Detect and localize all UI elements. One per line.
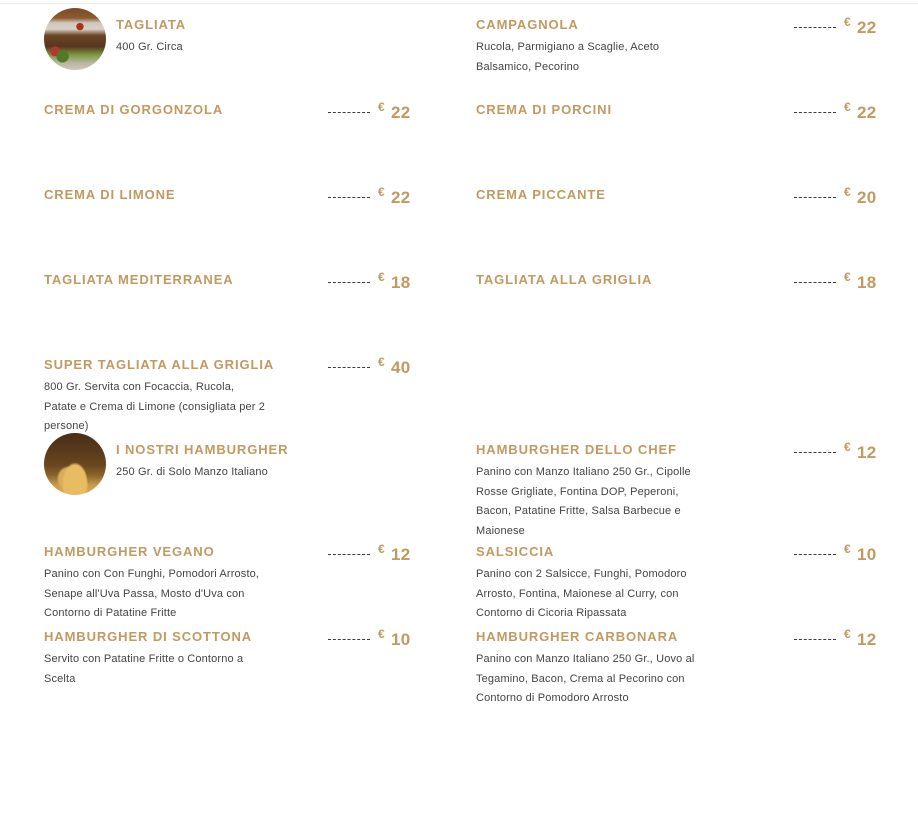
price-amount: € 22 <box>844 15 877 37</box>
menu-item-title[interactable]: I NOSTRI HAMBURGHER <box>116 442 289 457</box>
menu-item-description: 800 Gr. Servita con Focaccia, Rucola, Patate e Crema di Limone (consigliata per 2 persone) <box>44 381 266 432</box>
currency-symbol: € <box>844 542 851 556</box>
menu-item-title[interactable]: SUPER TAGLIATA ALLA GRIGLIA <box>44 357 275 372</box>
menu-item-body <box>476 184 794 203</box>
menu-item-price <box>794 354 918 359</box>
menu-item-price <box>328 626 452 649</box>
menu-item-text <box>476 269 794 288</box>
price-leader-dashes <box>328 112 370 113</box>
price-amount: € 12 <box>844 440 877 462</box>
price-leader-dashes <box>794 554 836 555</box>
menu-item-body <box>476 14 794 77</box>
price-leader-dashes <box>794 27 836 28</box>
menu-item-text <box>476 626 794 709</box>
price-leader-dashes <box>794 112 836 113</box>
menu-column-right <box>466 14 918 711</box>
price-leader-dashes <box>794 639 836 640</box>
price-amount: € 20 <box>844 185 877 207</box>
menu-item-title[interactable] <box>476 354 794 356</box>
menu-item-body <box>44 14 328 70</box>
menu-item-title[interactable]: CREMA PICCANTE <box>476 187 606 202</box>
menu-item-row <box>466 626 918 711</box>
price-leader-dashes <box>794 282 836 283</box>
currency-symbol: € <box>378 185 385 199</box>
menu-item-price <box>328 541 452 564</box>
menu-item-text <box>476 14 794 77</box>
menu-item-price <box>328 269 452 292</box>
menu-item-title[interactable]: CREMA DI GORGONZOLA <box>44 102 224 117</box>
menu-item-body <box>476 99 794 118</box>
menu-item-text <box>116 439 328 483</box>
menu-item-description: 400 Gr. Circa <box>116 41 183 53</box>
menu-item-title[interactable]: HAMBURGHER CARBONARA <box>476 629 679 644</box>
menu-grid <box>0 14 918 711</box>
menu-column-left <box>0 14 452 711</box>
menu-item-row <box>0 269 452 354</box>
menu-item-row <box>466 184 918 269</box>
menu-item-title[interactable]: TAGLIATA MEDITERRANEA <box>44 272 234 287</box>
menu-item-text <box>476 184 794 203</box>
menu-item-price <box>794 14 918 37</box>
menu-item-body <box>44 184 328 203</box>
menu-item-row <box>0 541 452 626</box>
menu-item-row <box>466 99 918 184</box>
currency-symbol: € <box>378 355 385 369</box>
menu-item-title[interactable]: HAMBURGHER DI SCOTTONA <box>44 629 253 644</box>
menu-item-row <box>466 439 918 541</box>
menu-item-text <box>44 541 328 624</box>
menu-item-price <box>328 439 452 444</box>
menu-item-body <box>44 354 328 437</box>
menu-item-price <box>794 439 918 462</box>
menu-item-title[interactable]: TAGLIATA ALLA GRIGLIA <box>476 272 653 287</box>
menu-item-body <box>476 439 794 541</box>
menu-item-price <box>794 541 918 564</box>
menu-item-text <box>476 541 794 624</box>
menu-item-body <box>44 439 328 495</box>
price-amount: € 40 <box>378 355 411 377</box>
menu-item-title[interactable]: TAGLIATA <box>116 17 187 32</box>
currency-symbol: € <box>378 100 385 114</box>
menu-item-title[interactable]: CREMA DI LIMONE <box>44 187 176 202</box>
menu-item-text <box>476 354 794 356</box>
menu-item-description: 250 Gr. di Solo Manzo Italiano <box>116 466 268 478</box>
menu-item-body <box>44 99 328 118</box>
menu-item-title[interactable]: HAMBURGHER VEGANO <box>44 544 215 559</box>
currency-symbol: € <box>378 627 385 641</box>
currency-symbol: € <box>844 270 851 284</box>
price-amount: € 12 <box>844 627 877 649</box>
currency-symbol: € <box>378 542 385 556</box>
menu-item-text <box>44 269 328 288</box>
menu-item-text <box>116 14 328 58</box>
menu-item-row <box>466 541 918 626</box>
price-amount: € 10 <box>378 627 411 649</box>
menu-item-row <box>0 184 452 269</box>
menu-item-price <box>794 269 918 292</box>
menu-item-description: Rucola, Parmigiano a Scaglie, Aceto Balsamico, Pecorino <box>476 41 660 73</box>
menu-item-body <box>44 626 328 689</box>
price-leader-dashes <box>328 639 370 640</box>
menu-item-description: Servito con Patatine Fritte o Contorno a Scelta <box>44 653 244 685</box>
menu-item-body <box>476 541 794 624</box>
menu-item-body <box>44 269 328 288</box>
currency-symbol: € <box>844 100 851 114</box>
menu-item-price <box>328 354 452 377</box>
price-leader-dashes <box>328 367 370 368</box>
currency-symbol: € <box>844 15 851 29</box>
menu-item-row <box>466 269 918 354</box>
menu-item-text <box>476 99 794 118</box>
menu-item-body <box>476 269 794 288</box>
price-leader-dashes <box>328 282 370 283</box>
menu-section-header <box>0 14 452 99</box>
menu-item-title[interactable]: HAMBURGHER DELLO CHEF <box>476 442 677 457</box>
price-amount: € 22 <box>844 100 877 122</box>
menu-item-row <box>466 354 918 439</box>
menu-item-body <box>476 626 794 709</box>
menu-item-text <box>44 184 328 203</box>
menu-item-text <box>44 99 328 118</box>
currency-symbol: € <box>844 627 851 641</box>
menu-item-row <box>0 626 452 711</box>
menu-item-description: Panino con Manzo Italiano 250 Gr., Uovo al Tegamino, Bacon, Crema al Pecorino con Contorno di Pomodoro Arrosto <box>476 653 695 704</box>
menu-item-body <box>44 541 328 624</box>
menu-item-text <box>476 439 794 541</box>
price-amount: € 10 <box>844 542 877 564</box>
menu-item-body <box>476 354 794 356</box>
price-amount: € 12 <box>378 542 411 564</box>
price-amount: € 18 <box>378 270 411 292</box>
menu-item-row <box>0 99 452 184</box>
menu-item-price <box>794 184 918 207</box>
menu-item-price <box>328 14 452 19</box>
currency-symbol: € <box>844 185 851 199</box>
price-leader-dashes <box>794 452 836 453</box>
burger-thumbnail-image <box>44 433 106 495</box>
currency-symbol: € <box>844 440 851 454</box>
currency-symbol: € <box>378 270 385 284</box>
menu-item-price <box>794 99 918 122</box>
price-leader-dashes <box>794 197 836 198</box>
menu-section-header <box>0 439 452 541</box>
menu-item-price <box>328 99 452 122</box>
price-amount: € 22 <box>378 100 411 122</box>
menu-item-description: Panino con Manzo Italiano 250 Gr., Cipolle Rosse Grigliate, Fontina DOP, Peperoni, Bacon, Patatine Fritte, Salsa Barbecue e Maionese <box>476 466 691 537</box>
menu-item-title[interactable]: SALSICCIA <box>476 544 555 559</box>
menu-item-title[interactable]: CREMA DI PORCINI <box>476 102 612 117</box>
menu-item-title[interactable]: CAMPAGNOLA <box>476 17 579 32</box>
menu-item-price <box>328 184 452 207</box>
price-amount: € 22 <box>378 185 411 207</box>
menu-item-price <box>794 626 918 649</box>
menu-item-row <box>466 14 918 99</box>
tagliata-thumbnail-image <box>44 8 106 70</box>
price-leader-dashes <box>328 197 370 198</box>
top-divider <box>0 3 918 4</box>
menu-item-description: Panino con Con Funghi, Pomodori Arrosto, Senape all'Uva Passa, Mosto d'Uva con Contorno di Patatine Fritte <box>44 568 260 619</box>
price-amount: € 18 <box>844 270 877 292</box>
menu-item-text <box>44 354 328 437</box>
menu-item-row <box>0 354 452 439</box>
menu-item-text <box>44 626 328 689</box>
price-leader-dashes <box>328 554 370 555</box>
menu-item-description: Panino con 2 Salsicce, Funghi, Pomodoro Arrosto, Fontina, Maionese al Curry, con Contorno di Cicoria Ripassata <box>476 568 687 619</box>
